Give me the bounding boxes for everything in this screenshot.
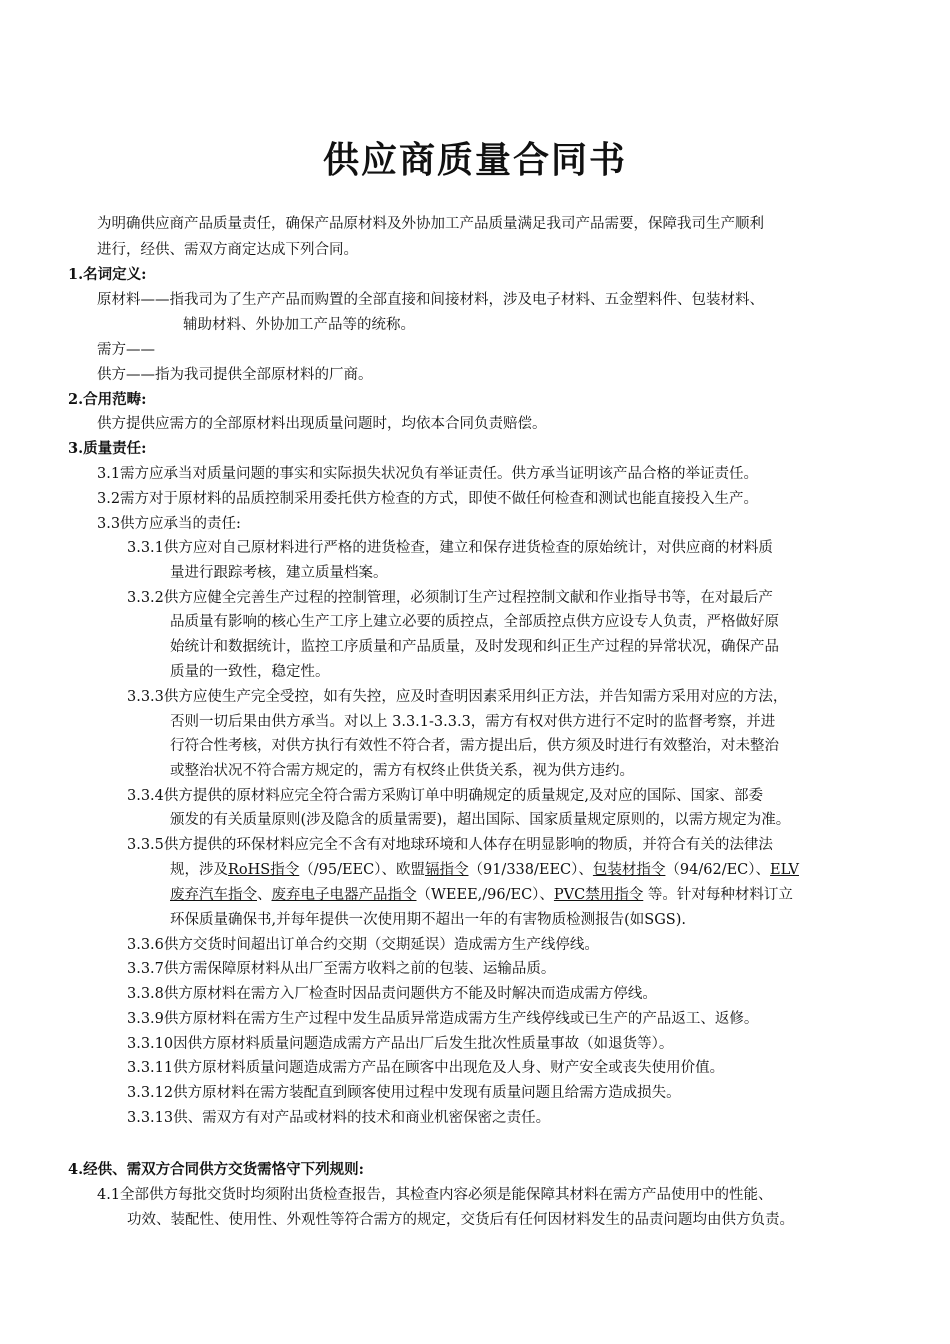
definition-supplier: 供方——指为我司提供全部原材料的厂商。 [97, 367, 373, 383]
item-3-3-5-line-1: 3.3.5供方提供的环保材料应完全不含有对地球环境和人体存在明显影响的物质，并符合有关的法律法 [127, 837, 773, 853]
text-run: 等。针对每种材料订立 [643, 887, 793, 903]
definition-raw-material-2: 辅助材料、外协加工产品等的统称。 [183, 317, 415, 333]
elv-link[interactable]: ELV [770, 862, 799, 878]
item-3-3-13: 3.3.13供、需双方有对产品或材料的技术和商业机密保密之责任。 [127, 1110, 551, 1126]
section-3-heading: 3.质量责任: [68, 440, 147, 457]
item-3-3-11: 3.3.11供方原材料质量问题造成需方产品在顾客中出现危及人身、财产安全或丧失使用价值。 [127, 1060, 725, 1076]
item-3-3-12: 3.3.12供方原材料在需方装配直到顾客使用过程中发现有质量问题且给需方造成损失。 [127, 1085, 681, 1101]
section-2-heading: 2.合用范畴: [68, 391, 147, 408]
item-3-3-3-line-3: 行符合性考核，对供方执行有效性不符合者，需方提出后，供方须及时进行有效整治，对未整治 [170, 738, 779, 754]
item-3-3-2-line-2: 品质量有影响的核心生产工序上建立必要的质控点，全部质控点供方应设专人负责，严格做好原 [170, 614, 779, 630]
item-3-3-4-line-2: 颁发的有关质量原则(涉及隐含的质量需要)，超出国际、国家质量规定原则的，以需方规定为准。 [170, 812, 791, 828]
item-3-3-1-line-1: 3.3.1供方应对自己原材料进行严格的进货检查，建立和保存进货检查的原始统计，对供应商的材料质 [127, 540, 773, 556]
item-3-3-3-line-2: 否则一切后果由供方承当。对以上 3.3.1-3.3.3，需方有权对供方进行不定时的监督考察，并进 [170, 714, 776, 730]
item-4-1-line-1: 4.1全部供方每批交货时均须附出货检查报告，其检查内容必须是能保障其材料在需方产品使用中的性能、 [97, 1187, 773, 1203]
intro-line-2: 进行，经供、需双方商定达成下列合同。 [97, 242, 358, 258]
weee-directive-link[interactable]: 废弃电子电器产品指令 [271, 887, 417, 903]
item-3-3-5-line-3 [170, 885, 793, 905]
item-3-3-5-line-4: 环保质量确保书,并每年提供一次使用期不超出一年的有害物质检测报告(如SGS). [170, 912, 686, 928]
pvc-directive-link[interactable]: PVC禁用指令 [553, 887, 644, 903]
item-3-3-2-line-3: 始统计和数据统计，监控工序质量和产品质量，及时发现和纠正生产过程的异常状况，确保产品 [170, 639, 779, 655]
item-3-2: 3.2需方对于原材料的品质控制采用委托供方检查的方式，即使不做任何检查和测试也能直接投入生产。 [97, 491, 759, 507]
text-run: （91/338/EEC）、 [468, 862, 593, 878]
document-title: 供应商质量合同书 [322, 139, 627, 181]
section-4-heading: 4.经供、需双方合同供方交货需恪守下列规则: [68, 1161, 364, 1178]
text-run: （/95/EEC）、欧盟 [299, 862, 425, 878]
item-3-3-7: 3.3.7供方需保障原材料从出厂至需方收料之前的包装、运输品质。 [127, 961, 556, 977]
section-1-heading: 1.名词定义: [68, 266, 147, 283]
item-3-3-2-line-4: 质量的一致性，稳定性。 [170, 664, 330, 680]
item-3-3-4-line-1: 3.3.4供方提供的原材料应完全符合需方采购订单中明确规定的质量规定,及对应的国际、国家、部委 [127, 788, 763, 804]
packaging-directive-link[interactable]: 包装材指令 [592, 862, 666, 878]
definition-raw-material-1: 原材料——指我司为了生产产品而购置的全部直接和间接材料，涉及电子材料、五金塑料件、包装材料、 [97, 292, 764, 308]
definition-buyer: 需方—— [97, 342, 155, 358]
item-3-3-8: 3.3.8供方原材料在需方入厂检查时因品责问题供方不能及时解决而造成需方停线。 [127, 986, 657, 1002]
item-3-3: 3.3供方应承当的责任: [97, 516, 241, 532]
item-3-3-5-line-2 [170, 860, 799, 880]
text-run: 、 [257, 887, 272, 903]
intro-line-1: 为明确供应商产品质量责任，确保产品原材料及外协加工产品质量满足我司产品需要，保障我司生产顺利 [97, 216, 764, 232]
item-3-1: 3.1需方应承当对质量问题的事实和实际损失状况负有举证责任。供方承当证明该产品合格的举证责任。 [97, 466, 759, 482]
item-3-3-1-line-2: 量进行跟踪考核，建立质量档案。 [170, 565, 388, 581]
end-of-life-vehicle-directive-link[interactable]: 废弃汽车指令 [170, 887, 257, 903]
text-run: （94/62/EC）、 [665, 862, 771, 878]
item-3-3-3-line-4: 或整治状况不符合需方规定的，需方有权终止供货关系，视为供方违约。 [170, 763, 634, 779]
text-run: 规，涉及 [170, 862, 228, 878]
rohs-directive-link[interactable]: RoHS指令 [228, 862, 300, 878]
item-4-1-line-2: 功效、装配性、使用性、外观性等符合需方的规定，交货后有任何因材料发生的品责问题均由供方负责。 [127, 1212, 794, 1228]
scope-text: 供方提供应需方的全部原材料出现质量问题时，均依本合同负责赔偿。 [97, 416, 547, 432]
item-3-3-9: 3.3.9供方原材料在需方生产过程中发生品质异常造成需方生产线停线或已生产的产品返工、返修。 [127, 1011, 759, 1027]
item-3-3-2-line-1: 3.3.2供方应健全完善生产过程的控制管理，必须制订生产过程控制文献和作业指导书等，在对最后产 [127, 590, 773, 606]
text-run: （WEEE,/96/EC）、 [416, 887, 554, 903]
item-3-3-3-line-1: 3.3.3供方应使生产完全受控，如有失控，应及时查明因素采用纠正方法，并告知需方采用对应的方法， [127, 689, 788, 705]
cadmium-directive-link[interactable]: 镉指令 [424, 862, 469, 878]
item-3-3-6: 3.3.6供方交货时间超出订单合约交期（交期延误）造成需方生产线停线。 [127, 937, 599, 953]
item-3-3-10: 3.3.10因供方原材料质量问题造成需方产品出厂后发生批次性质量事故（如退货等）。 [127, 1036, 674, 1052]
